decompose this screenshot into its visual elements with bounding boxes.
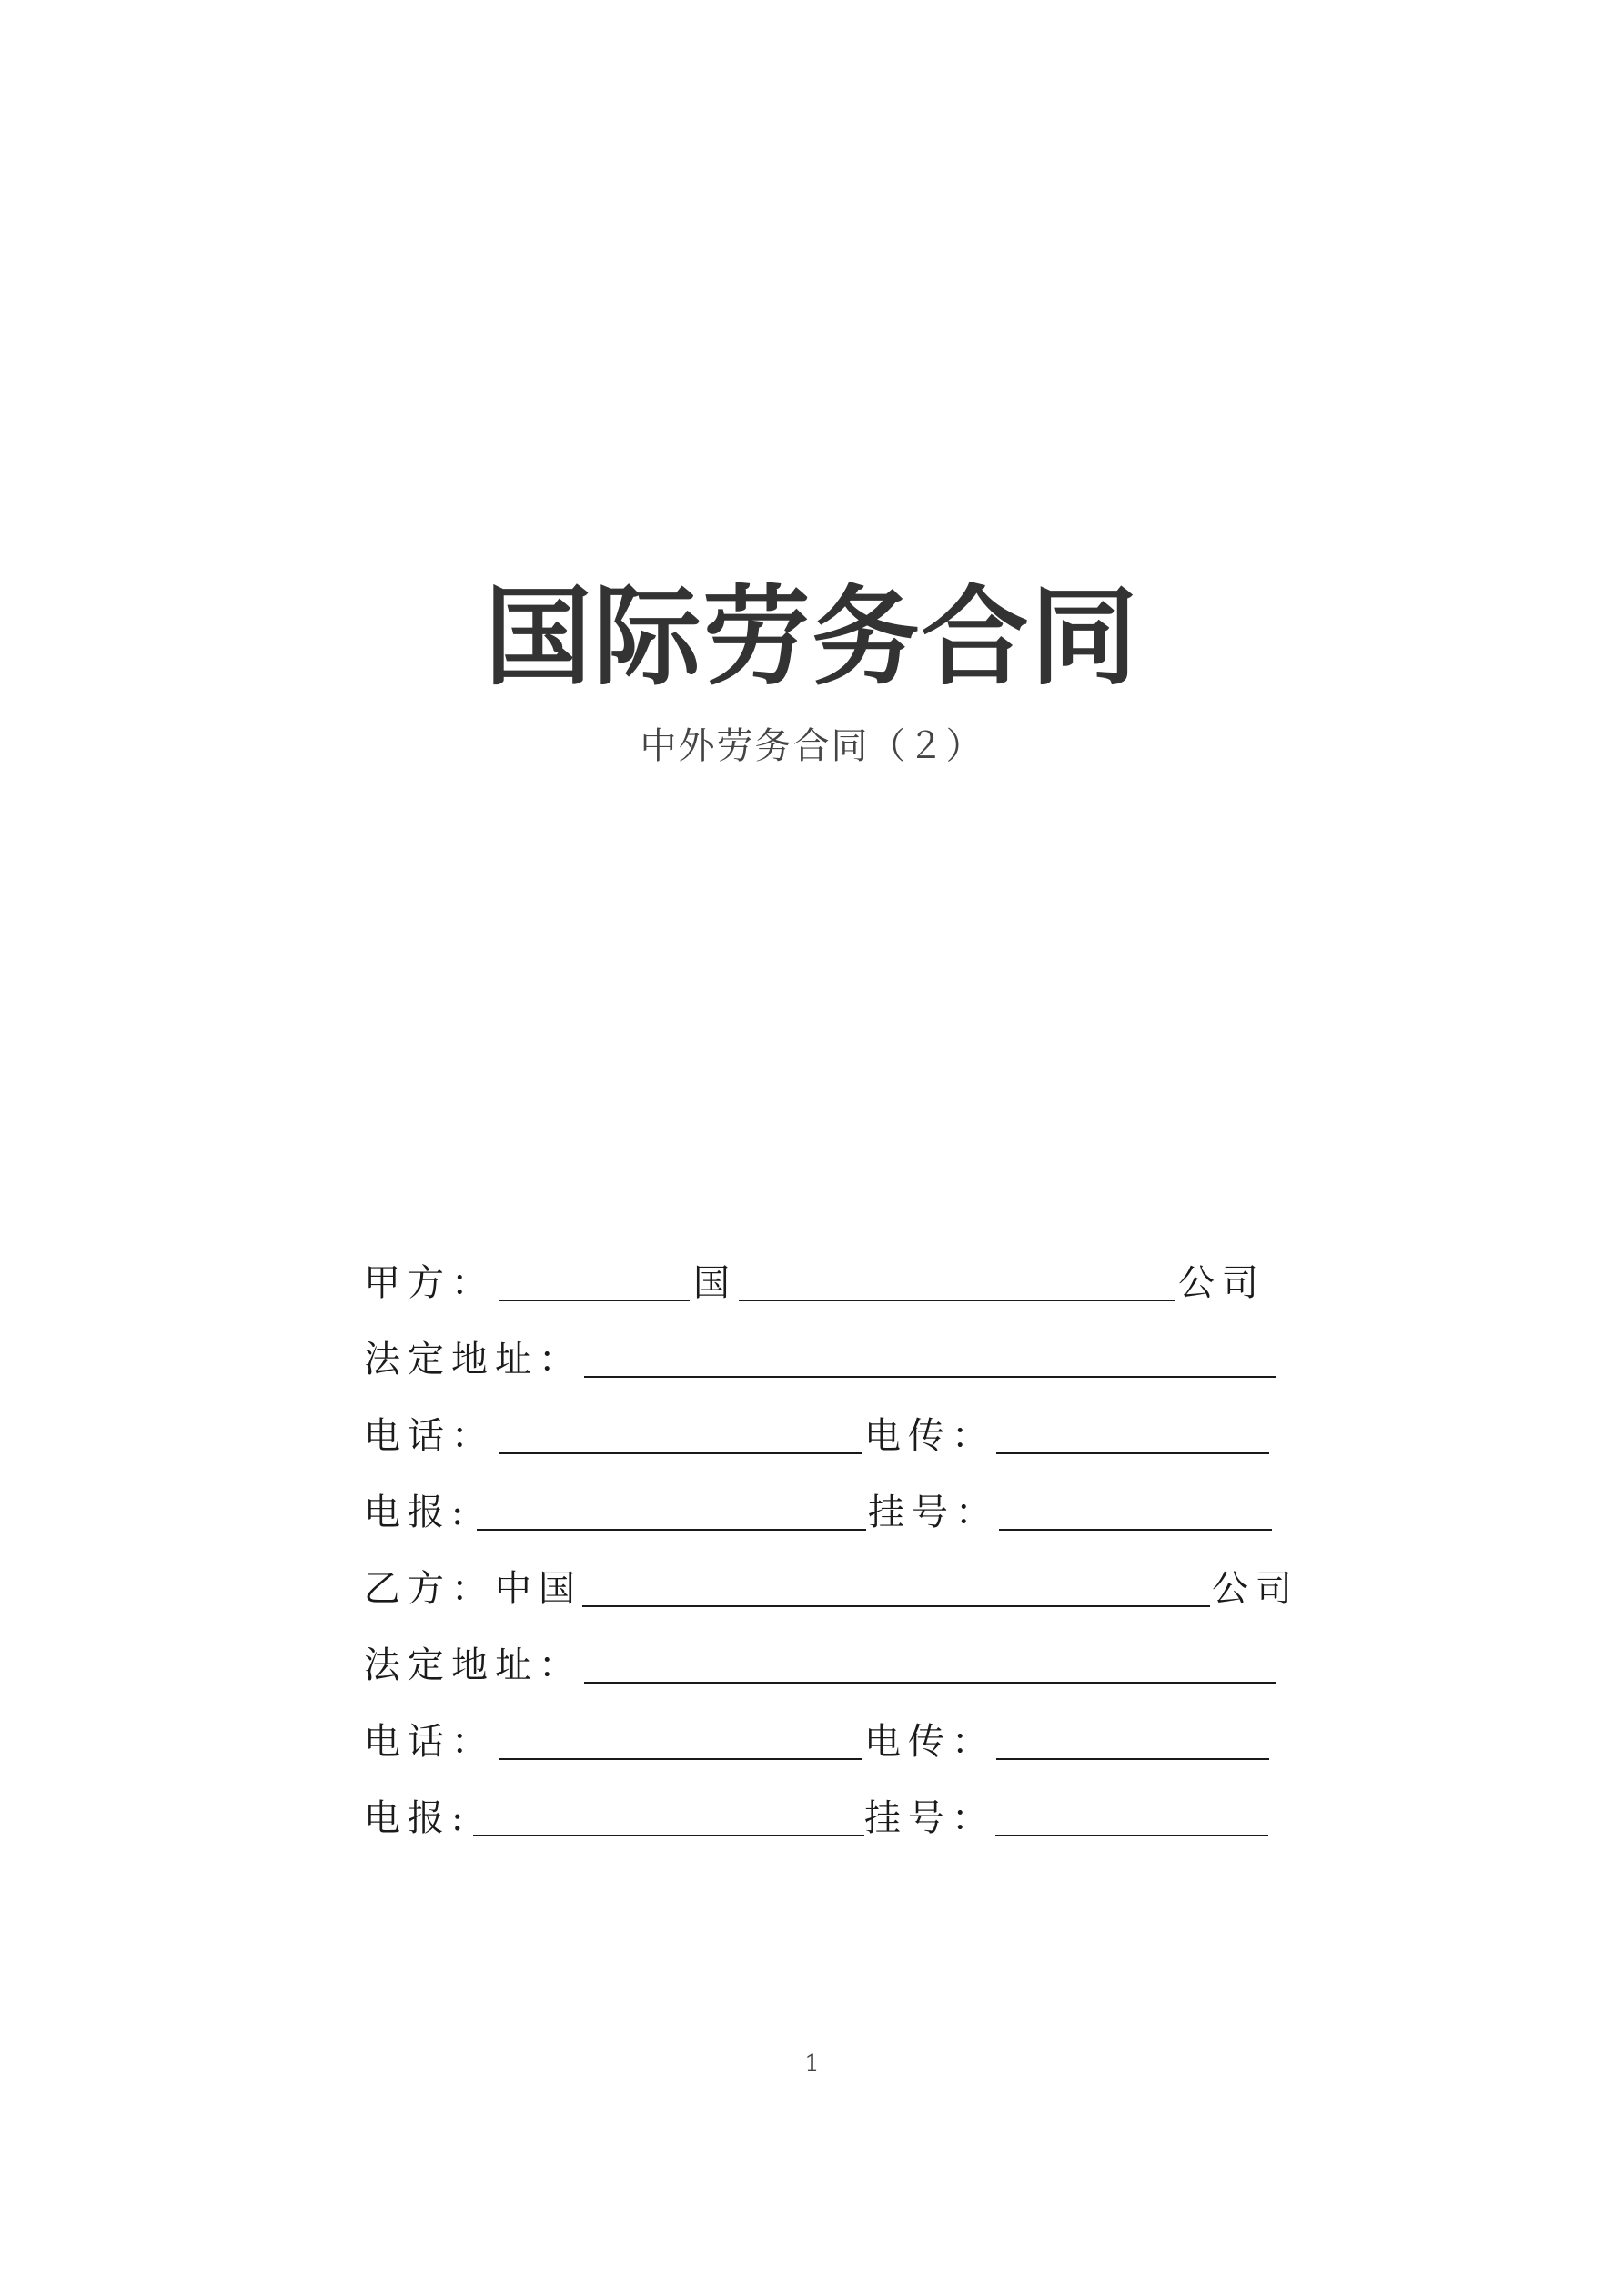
party-a-phone-label: 电话： — [364, 1415, 495, 1457]
party-a-registration-blank — [999, 1529, 1272, 1531]
document-subtitle: 中外劳务合同（２） — [640, 725, 984, 767]
party-a-label: 甲方： — [364, 1262, 495, 1304]
page-number: 1 — [804, 2050, 820, 2078]
party-b-registration-blank — [995, 1835, 1268, 1836]
party-b-company-suffix: 公司 — [1212, 1568, 1299, 1610]
party-b-fax-label: 电传： — [864, 1721, 995, 1763]
party-a-telegram-blank — [477, 1529, 866, 1531]
party-a-address-label: 法定地址： — [364, 1339, 582, 1381]
party-a-country-blank — [499, 1300, 690, 1301]
party-a-fax-label: 电传： — [864, 1415, 995, 1457]
party-b-company-blank — [582, 1605, 1210, 1607]
party-b-address-label: 法定地址： — [364, 1644, 582, 1686]
party-a-country-suffix: 国 — [693, 1262, 737, 1304]
party-b-phone-label: 电话： — [364, 1721, 495, 1763]
party-a-phone-blank — [499, 1452, 862, 1454]
party-b-telegram-label: 电报: — [364, 1797, 471, 1839]
party-b-fax-blank — [996, 1758, 1269, 1760]
party-a-fax-blank — [996, 1452, 1269, 1454]
party-a-company-blank — [739, 1300, 1175, 1301]
party-b-registration-label: 挂号： — [864, 1797, 995, 1839]
party-b-address-blank — [584, 1682, 1276, 1684]
party-a-registration-label: 挂号： — [868, 1492, 999, 1533]
document-title: 国际劳务合同 — [484, 574, 1140, 700]
party-b-phone-blank — [499, 1758, 862, 1760]
party-b-telegram-blank — [473, 1835, 864, 1836]
party-a-telegram-label: 电报: — [364, 1492, 471, 1533]
party-b-label: 乙方：中国 — [364, 1568, 582, 1610]
party-a-company-suffix: 公司 — [1178, 1262, 1266, 1304]
party-a-address-blank — [584, 1376, 1276, 1378]
